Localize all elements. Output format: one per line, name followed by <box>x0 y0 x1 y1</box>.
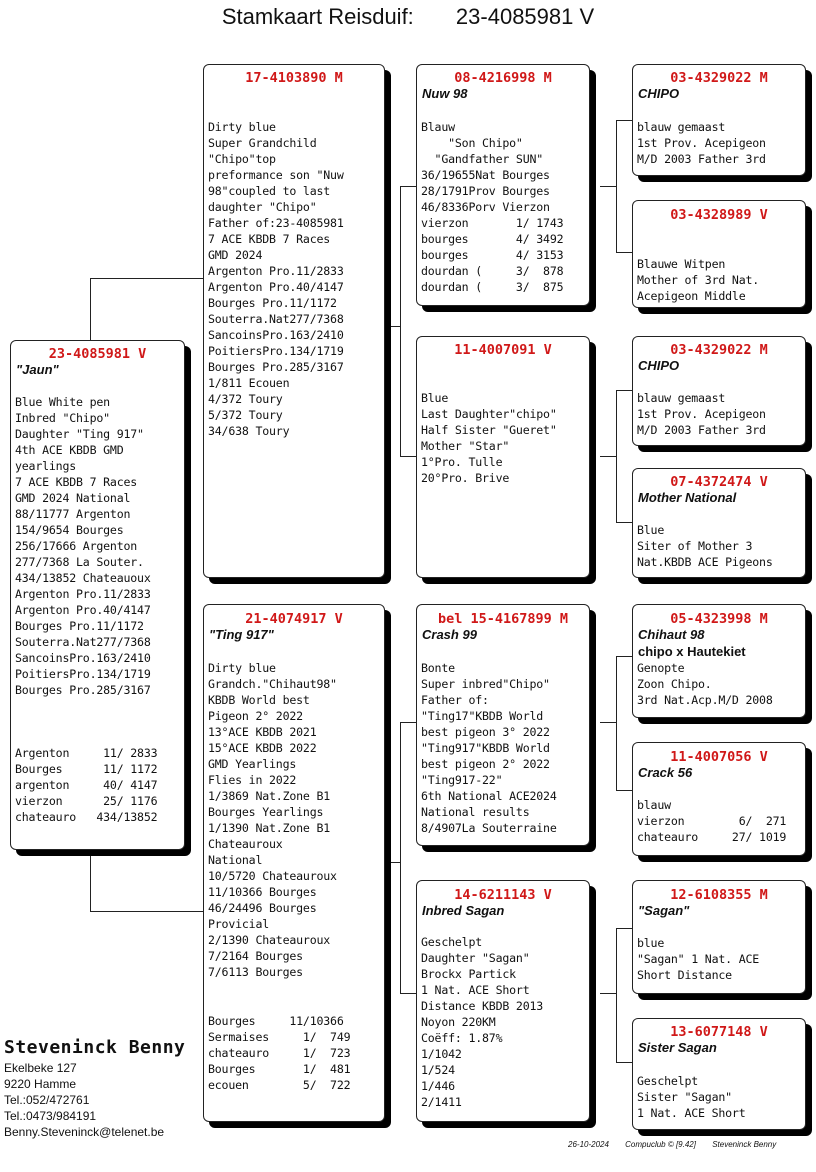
footer-software: Compuclub © [9.42] <box>625 1140 696 1149</box>
ring-number: 23-4085981 V <box>48 346 147 362</box>
connector <box>616 390 633 391</box>
owner-name: Steveninck Benny <box>4 1037 186 1058</box>
title-ring: 23-4085981 V <box>455 4 595 29</box>
pigeon-card-mother <box>203 604 385 1122</box>
pigeon-card-mf <box>416 604 590 846</box>
owner-block <box>4 1036 185 1140</box>
title-label: Stamkaart Reisduif: <box>221 4 414 29</box>
pigeon-name: Mother National <box>638 490 737 505</box>
pigeon-results: Argenton 11/ 2833 Bourges 11/ 1172 argenton 40/ 4147 vierzon 25/ 1176 chateauro 434/13852 <box>15 746 158 824</box>
footer-owner: Steveninck Benny <box>712 1140 777 1149</box>
pigeon-card-mm <box>416 880 590 1122</box>
connector <box>616 928 633 929</box>
connector <box>400 993 417 994</box>
connector <box>90 278 91 341</box>
pigeon-card-father <box>203 64 385 578</box>
pigeon-card-mff <box>632 604 806 718</box>
pigeon-info: Blue White pen Inbred "Chipo" Daughter "Ting 917" 4th ACE KBDB GMD yearlings 7 ACE KBDB 7 Races GMD 2024 National 88/11777 Argenton 154/9654 Bourges 256/17666 Argenton 277/7368 La Souter. 434/13852 Chateauoux Argenton Pro.11/2833 Argenton Pro.40/4147 Bourges Pro.11/1172 Souterra.Nat277/7368 SancoinsPro.163/2410 PoitiersPro.134/1719 Bourges Pro.285/3167 <box>15 395 151 697</box>
pigeon-info: Dirty blue Grandch."Chihaut98" KBDB World best Pigeon 2° 2022 13°ACE KBDB 2021 15°ACE KBDB 2022 GMD Yearlings Flies in 2022 1/3869 Nat.Zone B1 Bourges Yearlings 1/1390 Nat.Zone B1 Chateauroux National 10/5720 Chateauroux 11/10366 Bourges 46/24496 Bourges Provicial 2/1390 Chateauroux 7/2164 Bourges 7/6113 Bourges <box>208 661 337 979</box>
pigeon-name: Chihaut 98 <box>638 627 705 642</box>
pigeon-card-main <box>10 340 185 850</box>
connector <box>616 120 633 121</box>
pigeon-info: blauw gemaast 1st Prov. Acepigeon M/D 2003 Father 3rd <box>637 391 766 437</box>
connector <box>616 1062 633 1063</box>
connector <box>616 522 633 523</box>
ring-number: 12-6108355 M <box>670 887 768 903</box>
pigeon-info: Bonte Super inbred"Chipo" Father of: "Ting17"KBDB World best pigeon 3° 2022 "Ting917"KBDB World best pigeon 2° 2022 "Ting917-22" 6th National ACE2024 National results 8/4907La Souterraine <box>421 661 557 835</box>
ring-number: 11-4007056 V <box>670 749 768 765</box>
ring-number: 14-6211143 V <box>454 887 552 903</box>
connector <box>616 656 617 790</box>
pigeon-info: Blue Last Daughter"chipo" Half Sister "Gueret" Mother "Star" 1°Pro. Tulle 20°Pro. Brive <box>421 391 557 485</box>
pigeon-results: Bourges 11/10366 Sermaises 1/ 749 chateauro 1/ 723 Bourges 1/ 481 ecouen 5/ 722 <box>208 1014 351 1092</box>
connector <box>90 850 91 912</box>
connector <box>90 911 204 912</box>
pigeon-info: blue "Sagan" 1 Nat. ACE Short Distance <box>637 936 760 982</box>
connector <box>400 456 417 457</box>
pigeon-info: blauw vierzon 6/ 271 chateauro 27/ 1019 <box>637 798 787 844</box>
connector <box>616 656 633 657</box>
footer <box>568 1140 776 1149</box>
pigeon-name: Nuw 98 <box>422 86 468 101</box>
owner-city: 9220 Hamme <box>4 1077 77 1091</box>
connector <box>400 186 417 187</box>
ring-number: 21-4074917 V <box>245 611 343 627</box>
connector <box>400 722 417 723</box>
connector <box>600 993 617 994</box>
ring-number: 03-4329022 M <box>670 70 768 86</box>
owner-tel1: Tel.:052/472761 <box>4 1093 90 1107</box>
connector <box>600 456 617 457</box>
pigeon-info: Blue Siter of Mother 3 Nat.KBDB ACE Pigeons <box>637 523 773 569</box>
ring-number: 11-4007091 V <box>454 342 552 358</box>
pigeon-name: "Sagan" <box>638 903 690 918</box>
connector <box>616 928 617 1062</box>
owner-email: Benny.Steveninck@telenet.be <box>4 1125 165 1139</box>
pigeon-card-fff <box>632 64 806 176</box>
pigeon-name: "Jaun" <box>16 362 59 377</box>
pigeon-name: "Ting 917" <box>209 627 274 642</box>
owner-street: Ekelbeke 127 <box>4 1061 77 1075</box>
connector <box>400 722 401 994</box>
pigeon-subname: chipo x Hautekiet <box>638 644 746 659</box>
connector <box>400 186 401 456</box>
pigeon-info: Genopte Zoon Chipo. 3rd Nat.Acp.M/D 2008 <box>637 661 773 707</box>
pigeon-card-fmf <box>632 336 806 446</box>
connector <box>384 862 401 863</box>
ring-number: 03-4328989 V <box>670 207 768 223</box>
pigeon-info: Geschelpt Sister "Sagan" 1 Nat. ACE Short <box>637 1074 746 1120</box>
pigeon-info: Geschelpt Daughter "Sagan" Brockx Partick 1 Nat. ACE Short Distance KBDB 2013 Noyon 220KM Coëff: 1.87% 1/1042 1/524 1/446 2/1411 <box>421 935 544 1109</box>
pigeon-name: Crack 56 <box>638 765 693 780</box>
pigeon-name: CHIPO <box>638 358 680 373</box>
connector <box>600 186 617 187</box>
pigeon-name: Sister Sagan <box>638 1040 717 1055</box>
pigeon-name: Crash 99 <box>422 627 477 642</box>
pigeon-info: Blauw "Son Chipo" "Gandfather SUN" 36/19655Nat Bourges 28/1791Prov Bourges 46/8336Porv Vierzon vierzon 1/ 1743 bourges 4/ 3492 bourges 4/ 3153 dourdan ( 3/ 878 dourdan ( 3/ 875 <box>421 120 564 294</box>
connector <box>600 722 617 723</box>
ring-number: 07-4372474 V <box>670 474 768 490</box>
pigeon-name: CHIPO <box>638 86 680 101</box>
footer-date: 26-10-2024 <box>568 1140 609 1149</box>
pigeon-card-ff <box>416 64 590 306</box>
pigeon-name: Inbred Sagan <box>422 903 505 918</box>
pigeon-card-mmf <box>632 880 806 994</box>
ring-number: 03-4329022 M <box>670 342 768 358</box>
ring-number: 17-4103890 M <box>245 70 343 86</box>
connector <box>384 326 401 327</box>
ring-number: 13-6077148 V <box>670 1024 768 1040</box>
pigeon-info: Dirty blue Super Grandchild "Chipo"top preformance son "Nuw 98"coupled to last daughter "Chipo" Father of:23-4085981 7 ACE KBDB 7 Races GMD 2024 Argenton Pro.11/2833 Argenton Pro.40/4147 Bourges Pro.11/1172 Souterra.Nat277/7368 SancoinsPro.163/2410 PoitiersPro.134/1719 Bourges Pro.285/3167 1/811 Ecouen 4/372 Toury 5/372 Toury 34/638 Toury <box>208 120 344 438</box>
ring-number: 08-4216998 M <box>454 70 552 86</box>
pigeon-card-mmm <box>632 1018 806 1130</box>
pigeon-info: Blauwe Witpen Mother of 3rd Nat. Acepigeon Middle <box>637 257 760 303</box>
ring-number: bel 15-4167899 M <box>437 611 569 627</box>
connector <box>616 252 633 253</box>
pigeon-card-ffm <box>632 200 806 308</box>
page-title <box>0 4 816 30</box>
connector <box>90 278 204 279</box>
owner-tel2: Tel.:0473/984191 <box>4 1109 97 1123</box>
ring-number: 05-4323998 M <box>670 611 768 627</box>
pigeon-card-fmm <box>632 468 806 578</box>
pigeon-card-fm <box>416 336 590 578</box>
pigeon-info: blauw gemaast 1st Prov. Acepigeon M/D 2003 Father 3rd <box>637 120 766 166</box>
pigeon-card-mfm <box>632 742 806 856</box>
connector <box>616 790 633 791</box>
